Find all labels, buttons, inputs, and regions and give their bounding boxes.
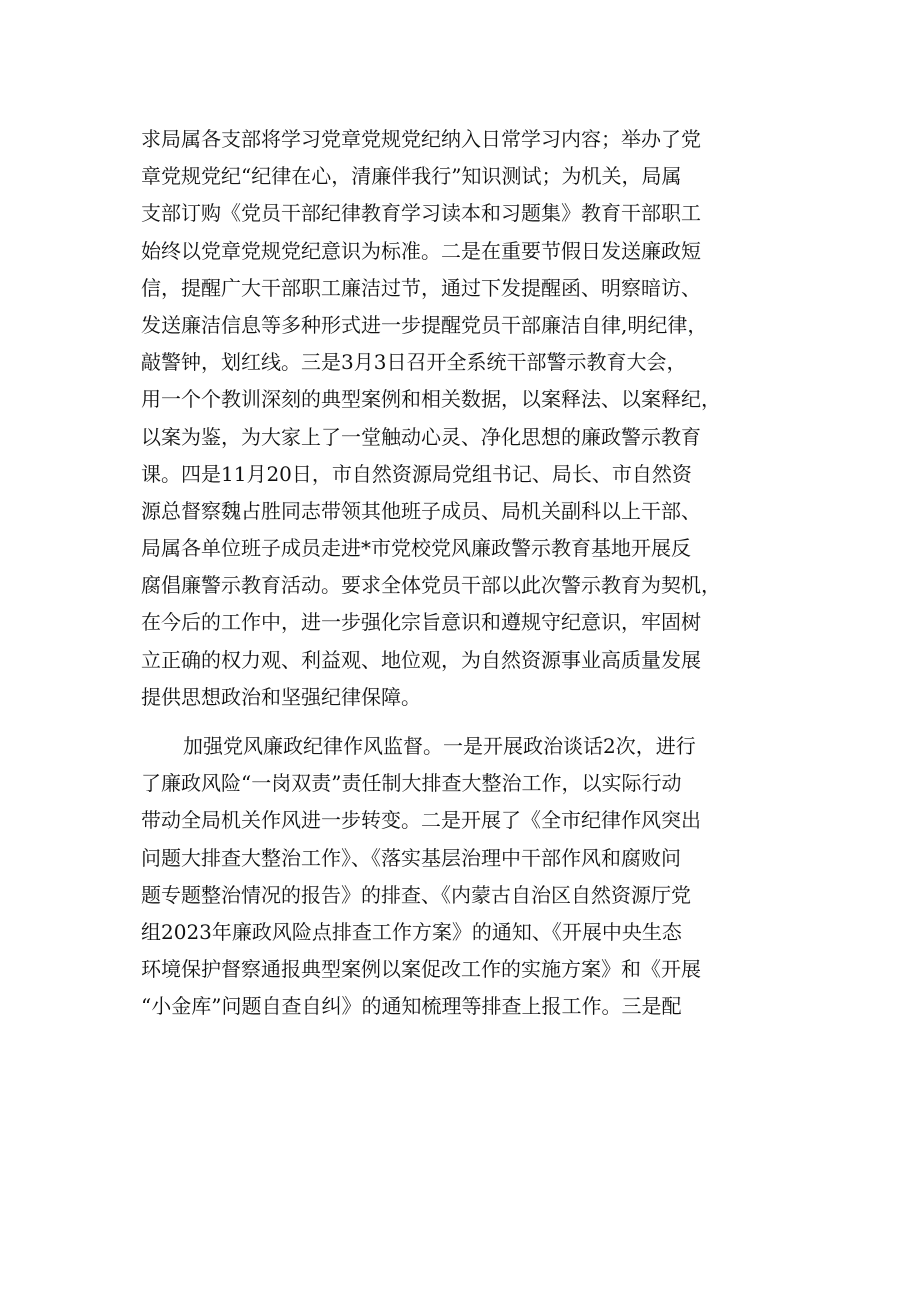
text-line: 敲警钟，划红线。三是3月3日召开全系统干部警示教育大会， — [141, 350, 687, 375]
text-line: 求局属各支部将学习党章党规党纪纳入日常学习内容；举办了党 — [141, 127, 701, 151]
text-line: 腐倡廉警示教育活动。要求全体党员干部以此次警示教育为契机， — [141, 573, 721, 598]
text-line: 加强党风廉政纪律作风监督。一是开展政治谈话2次，进行 — [183, 734, 696, 758]
text-line: 题专题整治情况的报告》的排查、《内蒙古自治区自然资源厅党 — [141, 882, 691, 907]
text-line: 支部订购《党员干部纪律教育学习读本和习题集》教育干部职工 — [141, 201, 701, 226]
text-line: 课。四是11月20日，市自然资源局党组书记、局长、市自然资 — [141, 461, 692, 486]
text-line: 发送廉洁信息等多种形式进一步提醒党员干部廉洁自律,明纪律， — [141, 312, 708, 337]
paragraph-spacer — [141, 716, 801, 728]
paragraph-discipline-education — [141, 121, 801, 716]
text-line: 局属各单位班子成员走进*市党校党风廉政警示教育基地开展反 — [141, 536, 691, 561]
text-line: 问题大排查大整治工作》、《落实基层治理中干部作风和腐败问 — [141, 845, 681, 870]
text-line: 立正确的权力观、利益观、地位观，为自然资源事业高质量发展 — [141, 647, 701, 672]
text-line: 带动全局机关作风进一步转变。二是开展了《全市纪律作风突出 — [141, 808, 701, 833]
text-line: 源总督察魏占胜同志带领其他班子成员、局机关副科以上干部、 — [141, 498, 701, 523]
text-line: 始终以党章党规党纪意识为标准。二是在重要节假日发送廉政短 — [141, 238, 701, 263]
text-line: 了廉政风险“一岗双责”责任制大排查大整治工作，以实际行动 — [141, 771, 682, 796]
text-line: 用一个个教训深刻的典型案例和相关数据，以案释法、以案释纪， — [141, 387, 721, 412]
text-line: 信，提醒广大干部职工廉洁过节，通过下发提醒函、明察暗访、 — [141, 275, 701, 300]
document-body — [141, 121, 801, 1026]
text-line: “小金库”问题自查自纠》的通知梳理等排查上报工作。三是配 — [141, 994, 682, 1019]
text-line: 章党规党纪“纪律在心，清廉伴我行”知识测试；为机关，局属 — [141, 164, 682, 189]
text-line: 组2023年廉政风险点排查工作方案》的通知、《开展中央生态 — [141, 919, 682, 944]
paragraph-supervision — [141, 728, 801, 1026]
text-line: 提供思想政治和坚强纪律保障。 — [141, 684, 421, 709]
text-line: 在今后的工作中，进一步强化宗旨意识和遵规守纪意识，牢固树 — [141, 610, 701, 635]
text-line: 以案为鉴，为大家上了一堂触动心灵、净化思想的廉政警示教育 — [141, 424, 701, 449]
text-line: 环境保护督察通报典型案例以案促改工作的实施方案》和《开展 — [141, 957, 701, 982]
